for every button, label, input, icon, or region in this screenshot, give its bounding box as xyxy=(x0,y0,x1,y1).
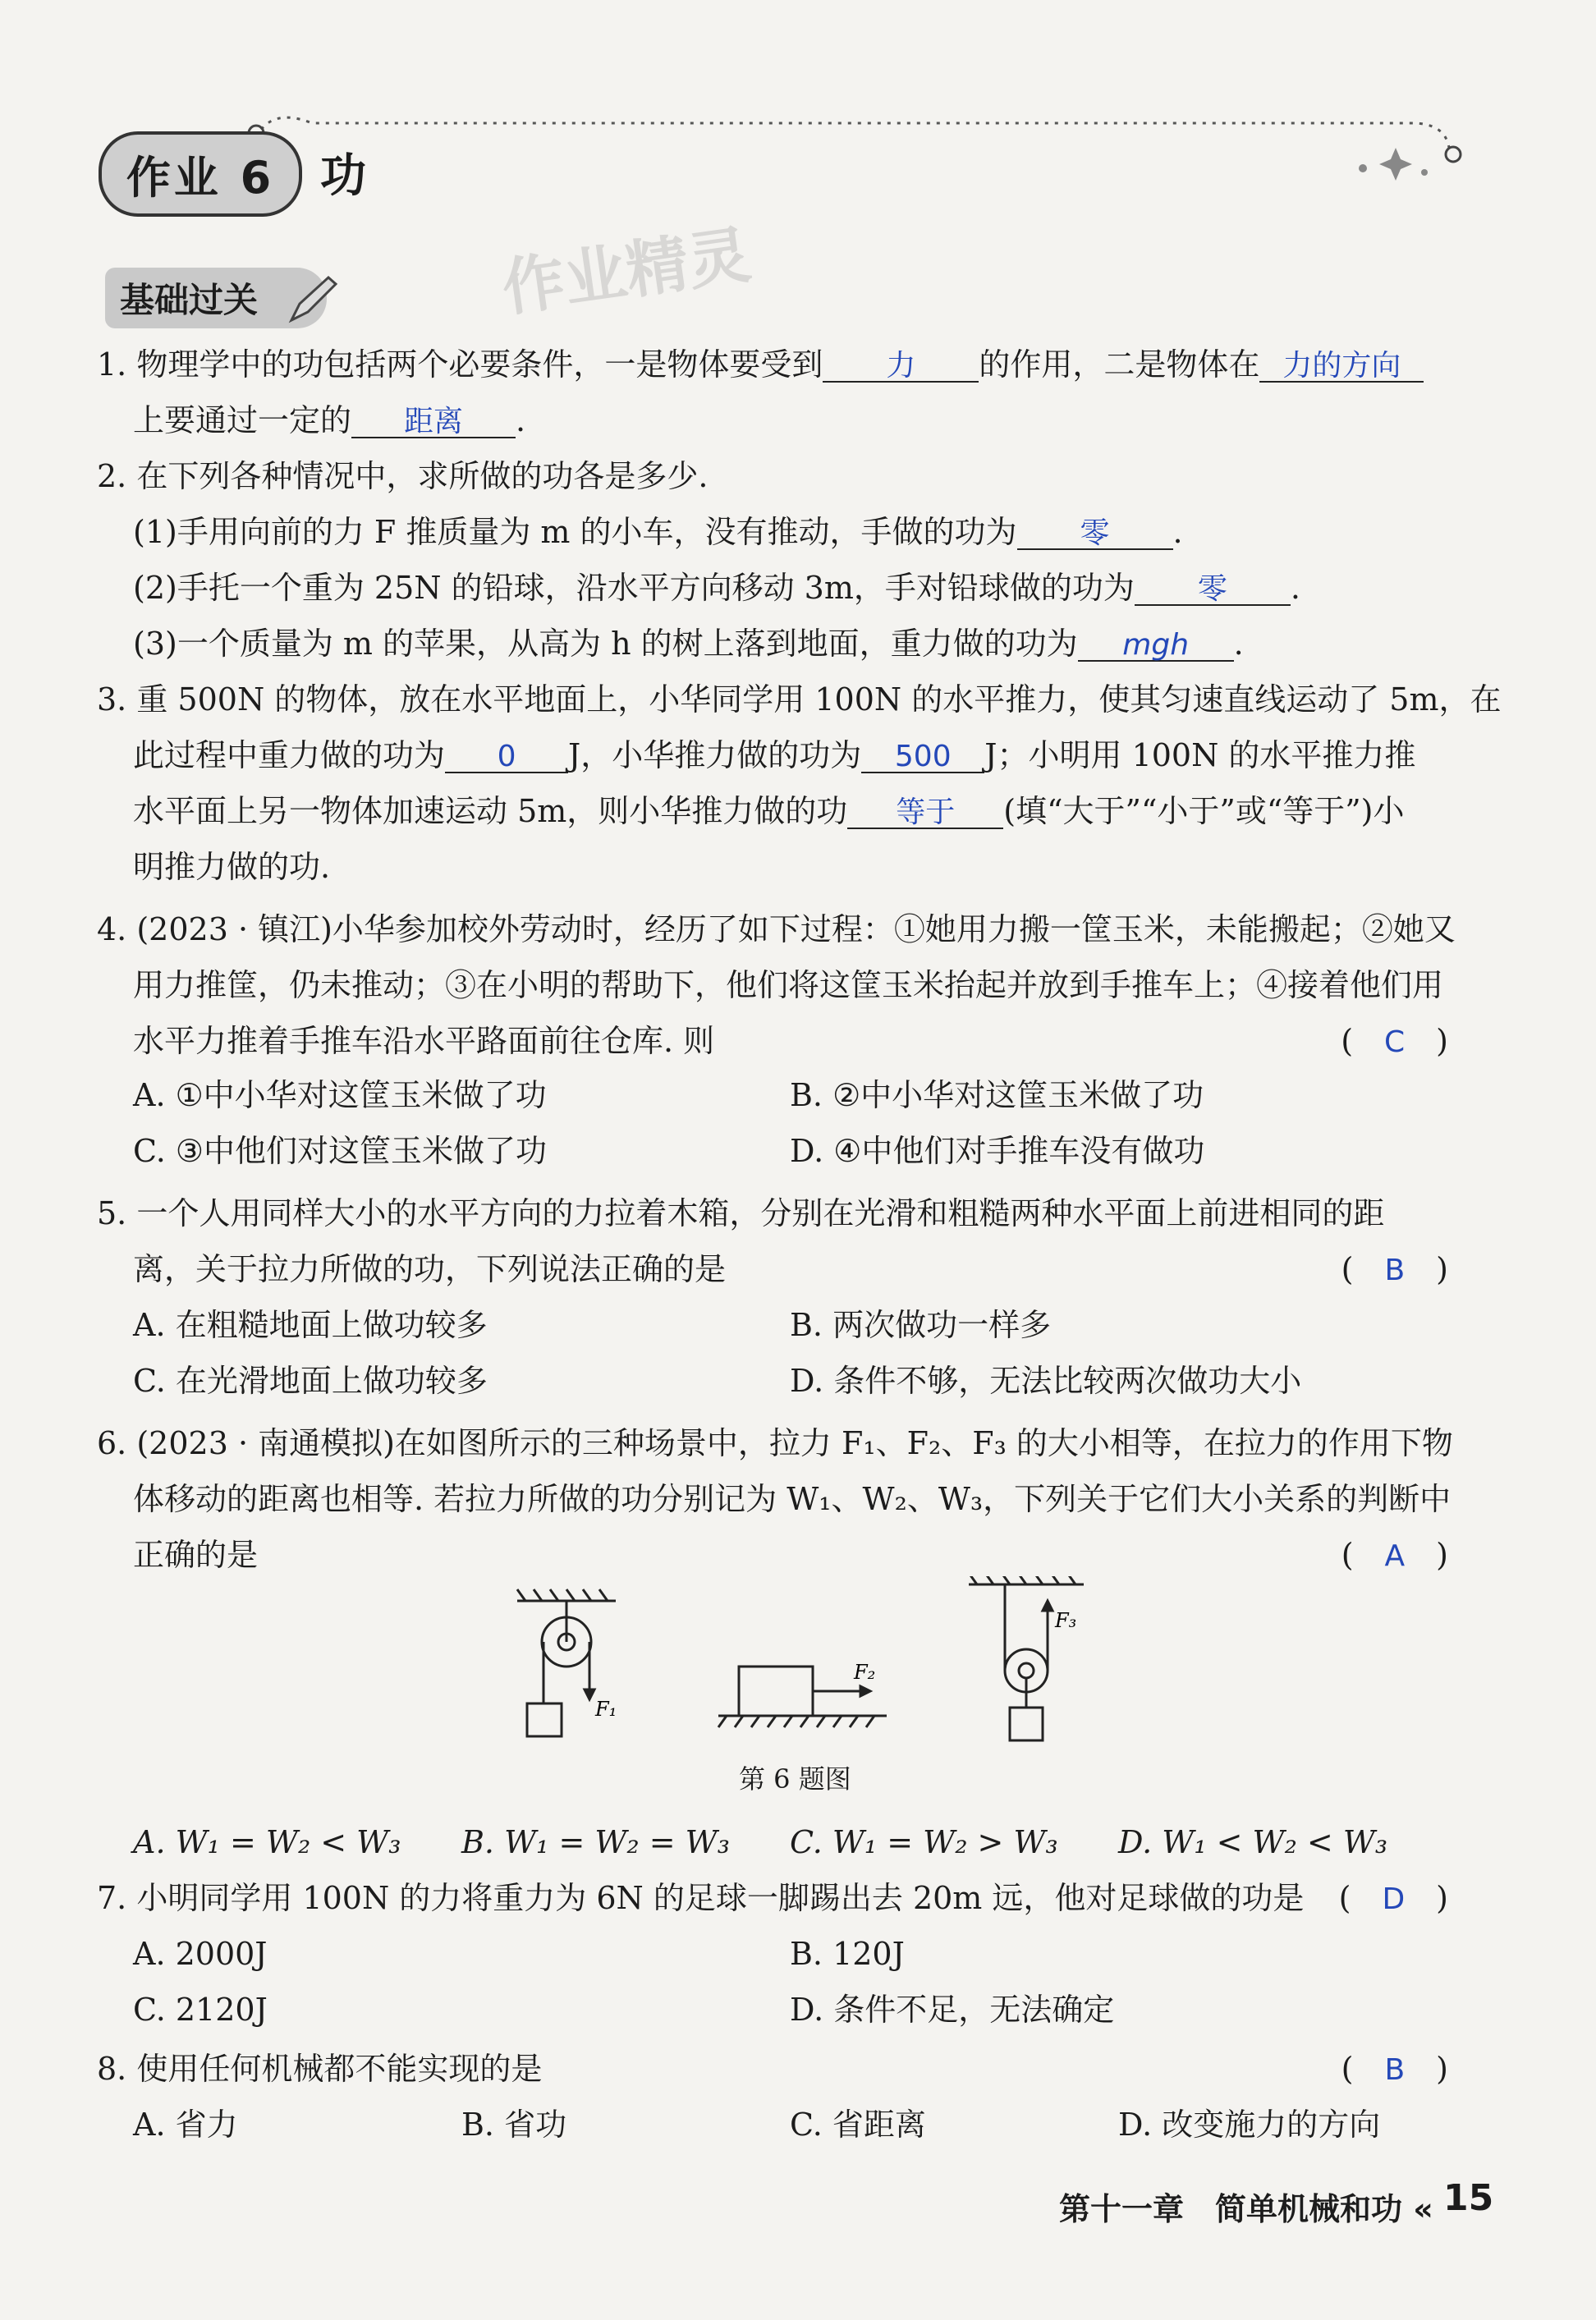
chapter-footer: 第十一章 简单机械和功 « xyxy=(1059,2191,1433,2227)
movable-pulley-scene xyxy=(969,1576,1084,1740)
q6-line3: 正确的是 xyxy=(133,1537,259,1573)
q5-line2: 离，关于拉力所做的功，下列说法正确的是 xyxy=(133,1251,727,1287)
q4-line1: 4. (2023 · 镇江)小华参加校外劳动时，经历了如下过程：①她用力搬一筐玉米，未能搬起；②她又 xyxy=(97,911,1456,947)
q1-line1: 1. 物理学中的功包括两个必要条件，一是物体要受到 力 的作用，二是物体在 力的方向 xyxy=(97,345,1424,384)
q4-option-b: B. ②中小华对这筐玉米做了功 xyxy=(790,1077,1204,1113)
q3-line4: 明推力做的功. xyxy=(133,849,331,885)
q2-part3: (3)一个质量为 m 的苹果，从高为 h 的树上落到地面，重力做的功为 mgh . xyxy=(133,626,1244,662)
q1-answer-3: 距离 xyxy=(404,405,464,438)
q7-option-a: A. 2000J xyxy=(133,1936,268,1972)
q1-answer-2: 力的方向 xyxy=(1282,349,1401,383)
f2-label: F₂ xyxy=(854,1661,876,1684)
q7-answer-bracket: ( D ) xyxy=(1338,1880,1448,1916)
q2-answer-1: 零 xyxy=(1080,516,1110,550)
q5-option-d: D. 条件不够，无法比较两次做功大小 xyxy=(790,1363,1302,1399)
q5-option-b: B. 两次做功一样多 xyxy=(790,1307,1052,1343)
q3-line1: 3. 重 500N 的物体，放在水平地面上，小华同学用 100N 的水平推力，使其匀速直线运动了 5m，在 xyxy=(97,681,1502,718)
q8-option-d: D. 改变施力的方向 xyxy=(1118,2107,1381,2143)
q2-part2: (2)手托一个重为 25N 的铅球，沿水平方向移动 3m，手对铅球做的功为 零 . xyxy=(133,570,1300,606)
q6-option-d: D. W₁ < W₂ < W₃ xyxy=(1118,1824,1388,1860)
pencil-icon xyxy=(283,271,341,328)
q6-line2: 体移动的距离也相等. 若拉力所做的功分别记为 W₁、W₂、W₃，下列关于它们大小关系的判断中 xyxy=(133,1481,1452,1517)
q5-option-a: A. 在粗糙地面上做功较多 xyxy=(133,1307,488,1343)
q6-figure xyxy=(493,1576,1149,1757)
q7-option-c: C. 2120J xyxy=(133,1992,268,2028)
q5-option-c: C. 在光滑地面上做功较多 xyxy=(133,1363,488,1399)
q8-answer-bracket: ( B ) xyxy=(1341,2051,1448,2087)
q3-line2: 此过程中重力做的功为 0 J，小华推力做的功为 500 J；小明用 100N 的水平推力推 xyxy=(133,737,1416,773)
q2-stem: 2. 在下列各种情况中，求所做的功各是多少. xyxy=(97,458,709,494)
q4-line2: 用力推筐，仍未推动；③在小明的帮助下，他们将这筐玉米抬起并放到手推车上；④接着他们用 xyxy=(133,967,1444,1003)
q3-answer-2: 500 xyxy=(894,740,952,773)
q2-part1: (1)手用向前的力 F 推质量为 m 的小车，没有推动，手做的功为 零 . xyxy=(133,514,1183,550)
page-number: 15 xyxy=(1443,2177,1494,2219)
q8-option-b: B. 省功 xyxy=(461,2107,567,2143)
q8-option-c: C. 省距离 xyxy=(790,2107,926,2143)
q7-line1: 7. 小明同学用 100N 的力将重力为 6N 的足球一脚踢出去 20m 远，他对足球做的功是 xyxy=(97,1880,1305,1916)
q8-line1: 8. 使用任何机械都不能实现的是 xyxy=(97,2051,543,2087)
section-title: 基础过关 xyxy=(105,268,327,328)
q6-answer-bracket: ( A ) xyxy=(1341,1537,1448,1573)
q7-option-d: D. 条件不足，无法确定 xyxy=(790,1992,1115,2028)
q5-line1: 5. 一个人用同样大小的水平方向的力拉着木箱，分别在光滑和粗糙两种水平面上前进相同的距 xyxy=(97,1195,1385,1231)
q4-answer-bracket: ( C ) xyxy=(1341,1023,1448,1059)
q3-line3: 水平面上另一物体加速运动 5m，则小华推力做的功 等于 (填“大于”“小于”或“等于”)小 xyxy=(133,793,1405,829)
q2-answer-3: mgh xyxy=(1122,628,1190,662)
q1-answer-1: 力 xyxy=(886,349,916,383)
figure-caption: 第 6 题图 xyxy=(739,1763,851,1795)
f3-label: F₃ xyxy=(1055,1609,1077,1632)
page-title: 功 xyxy=(320,149,366,203)
q2-answer-2: 零 xyxy=(1197,572,1227,606)
q3-answer-1: 0 xyxy=(497,740,516,773)
q4-option-d: D. ④中他们对手推车没有做功 xyxy=(790,1133,1205,1169)
q8-option-a: A. 省力 xyxy=(133,2107,238,2143)
q6-line1: 6. (2023 · 南通模拟)在如图所示的三种场景中，拉力 F₁、F₂、F₃ 的大小相等，在拉力的作用下物 xyxy=(97,1425,1453,1461)
q5-answer-bracket: ( B ) xyxy=(1341,1251,1448,1287)
q6-option-b: B. W₁ = W₂ = W₃ xyxy=(461,1824,730,1860)
q6-option-a: A. W₁ = W₂ < W₃ xyxy=(133,1824,401,1860)
q4-option-a: A. ①中小华对这筐玉米做了功 xyxy=(133,1077,547,1113)
q4-option-c: C. ③中他们对这筐玉米做了功 xyxy=(133,1133,547,1169)
q6-option-c: C. W₁ = W₂ > W₃ xyxy=(790,1824,1058,1860)
q7-option-b: B. 120J xyxy=(790,1936,905,1972)
homework-number-badge: 作业 6 xyxy=(99,131,302,217)
q4-line3: 水平力推着手推车沿水平路面前往仓库. 则 xyxy=(133,1023,715,1059)
watermark: 作业精灵 xyxy=(498,218,755,325)
q3-answer-3: 等于 xyxy=(896,795,956,829)
q1-line2: 上要通过一定的 距离 . xyxy=(133,402,526,438)
f1-label: F₁ xyxy=(595,1698,617,1721)
